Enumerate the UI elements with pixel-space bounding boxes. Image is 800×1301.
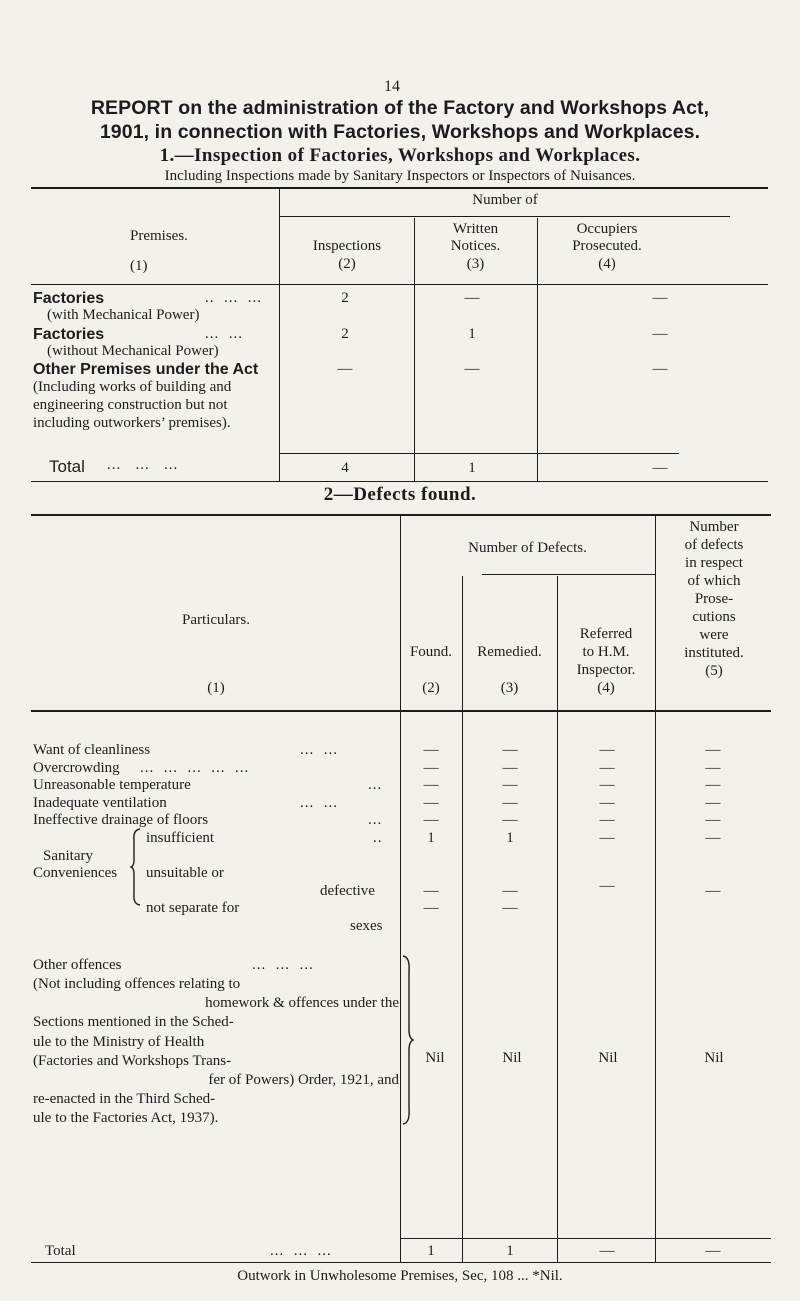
note-line: (Factories and Workshops Trans-: [33, 1052, 232, 1069]
table2-total-rule: [400, 1238, 771, 1239]
note-line: fer of Powers) Order, 1921, and: [208, 1072, 399, 1089]
row-inadequate-ventilation: Inadequate ventilation: [33, 795, 167, 811]
row-factories-mech-label: Factories: [33, 290, 105, 307]
cell-ventilation-referred: —: [599, 795, 615, 811]
other-offences-label: Other offences: [33, 957, 122, 973]
number-of-header: Number of: [472, 192, 538, 208]
table2-total-remedied: 1: [506, 1243, 514, 1259]
col-prosecutions-header: [652, 518, 776, 680]
leader-dots: ...: [368, 777, 383, 793]
col5-line: of which: [687, 573, 741, 589]
table2-header-rule: [31, 710, 771, 712]
col5-line: cutions: [692, 609, 736, 625]
cell-ventilation-remedied: —: [502, 795, 518, 811]
table1-col-divider-1: [279, 189, 280, 482]
col-inspections-num: (2): [338, 256, 356, 272]
table1-total-inspections: 4: [341, 460, 349, 476]
cell-not-separate-remedied: —: [502, 900, 518, 916]
other-offences-note: [33, 975, 401, 1129]
brace-icon: [402, 955, 414, 1125]
cell-other-found: Nil: [425, 1050, 445, 1066]
cell-ventilation-found: —: [423, 795, 439, 811]
cell-other-prosecutions: Nil: [704, 1050, 724, 1066]
conveniences-label: Conveniences: [33, 865, 118, 881]
row-other-premises-label: Other Premises under the Act: [33, 361, 259, 378]
cell-not-separate-found: —: [423, 900, 439, 916]
cell-r3-notices: —: [464, 361, 480, 377]
cell-cleanliness-referred: —: [599, 742, 615, 758]
row-factories-nomech-label: Factories: [33, 326, 105, 343]
cell-other-remedied: Nil: [502, 1050, 522, 1066]
cell-temperature-remedied: —: [502, 777, 518, 793]
row-factories-nomech-note: (without Mechanical Power): [47, 343, 219, 359]
cell-drainage-found: —: [423, 812, 439, 828]
number-of-defects-header: Number of Defects.: [468, 540, 587, 556]
cell-r2-prosecuted: —: [652, 326, 668, 342]
row-other-premises-note1: (Including works of building and: [33, 379, 232, 395]
cell-insufficient-remedied: 1: [506, 830, 514, 846]
premises-header: Premises.: [130, 228, 188, 244]
table2-total-label: Total: [45, 1243, 76, 1259]
leader-dots: ... ... ...: [252, 957, 314, 973]
col-written-label1: Written: [452, 221, 499, 237]
cell-overcrowding-referred: —: [599, 760, 615, 776]
col-referred-num: (4): [597, 680, 615, 696]
section1-title: 1.—Inspection of Factories, Workshops and Workplaces.: [159, 145, 641, 166]
cell-cleanliness-prosecutions: —: [705, 742, 721, 758]
row-other-premises-note3: including outworkers’ premises).: [33, 415, 231, 431]
section1-subtitle: Including Inspections made by Sanitary Inspectors or Inspectors of Nuisances.: [164, 168, 636, 184]
sanitary-unsuitable-label2: defective: [320, 883, 375, 899]
section2-title: 2—Defects found.: [323, 484, 477, 505]
leader-dots: ... ...: [300, 742, 338, 758]
leader-dots: ... ... ... ... ...: [140, 760, 250, 776]
col-referred-label1: Referred: [579, 626, 633, 642]
table1-total-notices: 1: [468, 460, 476, 476]
note-line: Sections mentioned in the Sched-: [33, 1014, 234, 1031]
col5-line: of defects: [684, 537, 744, 553]
cell-temperature-prosecutions: —: [705, 777, 721, 793]
cell-drainage-prosecutions: —: [705, 812, 721, 828]
col5-line: were: [699, 627, 729, 643]
col5-line: in respect: [685, 555, 743, 571]
col-referred-label2: to H.M.: [582, 644, 630, 660]
table1-total-label: Total: [49, 457, 85, 476]
col-occupiers-label2: Prosecuted.: [572, 238, 642, 254]
leader-dots: ...: [368, 812, 383, 828]
col-referred-label3: Inspector.: [576, 662, 636, 678]
cell-cleanliness-found: —: [423, 742, 439, 758]
sanitary-unsuitable-label1: unsuitable or: [146, 865, 224, 881]
cell-other-referred: Nil: [598, 1050, 618, 1066]
table2-top-rule: [31, 514, 771, 516]
note-line: homework & offences under the: [205, 995, 399, 1012]
table2-total-referred: —: [599, 1243, 615, 1259]
table2-total-prosecutions: —: [705, 1243, 721, 1259]
row-unreasonable-temperature: Unreasonable temperature: [33, 777, 191, 793]
col-occupiers-num: (4): [598, 256, 616, 272]
col5-line: instituted.: [684, 645, 744, 661]
leader-dots: ... ... ...: [270, 1243, 332, 1259]
table2-total-found: 1: [427, 1243, 435, 1259]
cell-r3-inspections: —: [337, 361, 353, 377]
particulars-header: Particulars.: [182, 612, 250, 628]
table1-bottom-rule: [31, 481, 768, 482]
note-line: re-enacted in the Third Sched-: [33, 1091, 216, 1108]
cell-drainage-remedied: —: [502, 812, 518, 828]
cell-overcrowding-remedied: —: [502, 760, 518, 776]
cell-r3-prosecuted: —: [652, 361, 668, 377]
sanitary-not-separate-label1: not separate for: [146, 900, 240, 916]
report-heading-line2: 1901, in connection with Factories, Workshops and Workplaces.: [99, 121, 701, 143]
row-ineffective-drainage: Ineffective drainage of floors: [33, 812, 209, 828]
table1-header-rule: [31, 284, 768, 285]
table1-top-rule: [31, 187, 768, 189]
cell-r2-notices: 1: [468, 326, 476, 342]
col-remedied-num: (3): [500, 680, 519, 696]
leader-dots: ... ...: [300, 795, 338, 811]
cell-insufficient-prosecutions: —: [705, 830, 721, 846]
table2-bottom-rule: [31, 1262, 771, 1263]
row-factories-mech-note: (with Mechanical Power): [47, 307, 200, 323]
table1-group-rule: [280, 216, 730, 217]
cell-ventilation-prosecutions: —: [705, 795, 721, 811]
sanitary-insufficient-label: insufficient: [146, 830, 215, 846]
col-occupiers-label1: Occupiers: [576, 221, 638, 237]
col5-line: Prose-: [694, 591, 734, 607]
cell-r1-notices: —: [464, 290, 480, 306]
cell-temperature-referred: —: [599, 777, 615, 793]
leader-dots: ... ...: [205, 326, 243, 342]
report-heading-line1: REPORT on the administration of the Factory and Workshops Act,: [90, 97, 710, 119]
cell-r1-inspections: 2: [341, 290, 349, 306]
cell-insufficient-found: 1: [427, 830, 435, 846]
cell-r1-prosecuted: —: [652, 290, 668, 306]
col-found-num: (2): [422, 680, 440, 696]
table1-total-prosecuted: —: [652, 460, 668, 476]
cell-unsuitable-referred: —: [599, 878, 615, 894]
note-line: ule to the Factories Act, 1937).: [33, 1110, 219, 1127]
brace-icon: [130, 828, 142, 906]
cell-overcrowding-prosecutions: —: [705, 760, 721, 776]
col-inspections-label: Inspections: [312, 238, 382, 254]
page-number: 14: [384, 78, 400, 95]
cell-unsuitable-found: —: [423, 883, 439, 899]
note-line: (Not including offences relating to: [33, 976, 241, 992]
cell-r2-inspections: 2: [341, 326, 349, 342]
leader-dots: .. ... ...: [205, 290, 262, 306]
leader-dots: ... ... ...: [107, 457, 179, 473]
row-want-of-cleanliness: Want of cleanliness: [33, 742, 151, 758]
sanitary-label: Sanitary: [43, 848, 93, 864]
col-written-label2: Notices.: [450, 238, 501, 254]
table2-group-rule: [482, 574, 655, 575]
cell-unsuitable-remedied: —: [502, 883, 518, 899]
col5-num: (5): [705, 663, 723, 679]
cell-temperature-found: —: [423, 777, 439, 793]
cell-cleanliness-remedied: —: [502, 742, 518, 758]
table1-total-rule: [279, 453, 679, 454]
leader-dots: ..: [373, 830, 383, 846]
footer-outwork-note: Outwork in Unwholesome Premises, Sec, 108 ... *Nil.: [237, 1268, 563, 1284]
col-found-label: Found.: [409, 644, 453, 660]
cell-unsuitable-prosecutions: —: [705, 883, 721, 899]
col5-line: Number: [689, 519, 739, 535]
note-line: ule to the Ministry of Health: [33, 1033, 205, 1050]
col-remedied-label: Remedied.: [477, 644, 542, 660]
cell-insufficient-referred: —: [599, 830, 615, 846]
premises-col-num: (1): [130, 258, 148, 274]
row-other-premises-note2: engineering construction but not: [33, 397, 228, 413]
sanitary-not-separate-label2: sexes: [350, 918, 383, 934]
col-written-num: (3): [466, 256, 485, 272]
cell-overcrowding-found: —: [423, 760, 439, 776]
row-overcrowding: Overcrowding: [33, 760, 120, 776]
particulars-col-num: (1): [207, 680, 225, 696]
cell-drainage-referred: —: [599, 812, 615, 828]
